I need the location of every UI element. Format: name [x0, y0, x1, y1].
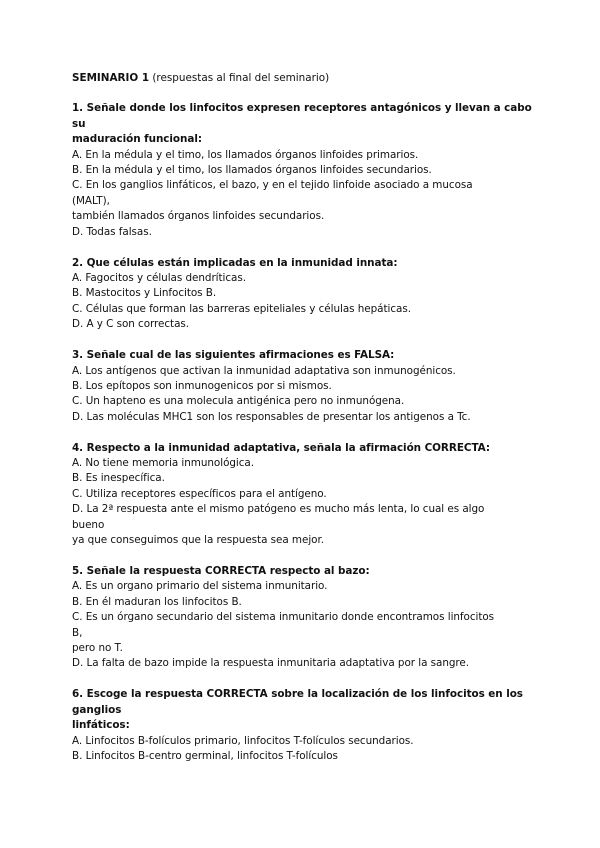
answer-option: B. Mastocitos y Linfocitos B. [72, 287, 217, 300]
answer-option: D. La 2ª respuesta ante el mismo patógeno es mucho más lenta, lo cual es algo [72, 503, 485, 516]
answer-option: C. Utiliza receptores específicos para el antígeno. [72, 487, 327, 500]
answer-option: B. Linfocitos B-centro germinal, linfocitos T-folículos [72, 749, 338, 762]
answer-option: A. Fagocitos y células dendríticas. [72, 271, 246, 284]
question-text: ganglios [72, 703, 122, 716]
answer-option: B. Es inespecífica. [72, 472, 165, 485]
answer-option: D. Todas falsas. [72, 225, 152, 238]
answer-option: A. Los antígenos que activan la inmunidad adaptativa son inmunogénicos. [72, 364, 456, 377]
answer-option: C. Es un órgano secundario del sistema inmunitario donde encontramos linfocitos [72, 611, 495, 624]
question-6 [72, 687, 532, 764]
answer-option: B. En él maduran los linfocitos B. [72, 595, 242, 608]
answer-option: B. En la médula y el timo, los llamados órganos linfoides secundarios. [72, 164, 432, 177]
question-1 [72, 101, 532, 240]
document-content [72, 71, 532, 780]
answer-option: A. Es un organo primario del sistema inmunitario. [72, 580, 328, 593]
answer-option: A. No tiene memoria inmunológica. [72, 457, 255, 470]
question-text: su [72, 117, 86, 130]
answer-option: también llamados órganos linfoides secundarios. [72, 210, 325, 223]
answer-option: D. Las moléculas MHC1 son los responsables de presentar los antigenos a Tc. [72, 410, 471, 423]
answer-option: C. Un hapteno es una molecula antigénica pero no inmunógena. [72, 395, 405, 408]
question-text: 5. Señale la respuesta CORRECTA respecto al bazo: [72, 564, 370, 577]
question-2 [72, 256, 532, 333]
question-4 [72, 441, 532, 549]
answer-option: pero no T. [72, 642, 123, 654]
answer-option: D. La falta de bazo impide la respuesta inmunitaria adaptativa por la sangre. [72, 657, 470, 670]
answer-option: bueno [72, 518, 105, 531]
question-text: maduración funcional: [72, 133, 202, 146]
question-text: 3. Señale cual de las siguientes afirmaciones es FALSA: [72, 349, 395, 362]
question-text: 2. Que células están implicadas en la inmunidad innata: [72, 256, 398, 269]
question-text: linfáticos: [72, 719, 130, 732]
question-3 [72, 348, 532, 425]
answer-option: C. En los ganglios linfáticos, el bazo, y en el tejido linfoide asociado a mucosa [72, 179, 473, 192]
question-5 [72, 564, 532, 672]
page-title [72, 71, 532, 86]
title-subtitle: (respuestas al final del seminario) [149, 72, 330, 84]
answer-option: D. A y C son correctas. [72, 318, 190, 331]
title-bold: SEMINARIO 1 [72, 72, 150, 84]
answer-option: B. Los epítopos son inmunogenicos por si mismos. [72, 379, 332, 392]
answer-option: A. Linfocitos B-folículos primario, linfocitos T-folículos secundarios. [72, 734, 414, 747]
answer-option: (MALT), [72, 194, 110, 207]
question-text: 6. Escoge la respuesta CORRECTA sobre la localización de los linfocitos en los [72, 688, 523, 701]
answer-option: A. En la médula y el timo, los llamados órganos linfoides primarios. [72, 148, 419, 161]
question-text: 4. Respecto a la inmunidad adaptativa, señala la afirmación CORRECTA: [72, 441, 490, 454]
answer-option: ya que conseguimos que la respuesta sea mejor. [72, 534, 324, 547]
question-text: 1. Señale donde los linfocitos expresen receptores antagónicos y llevan a cabo [72, 102, 532, 115]
answer-option: C. Células que forman las barreras epiteliales y células hepáticas. [72, 302, 411, 315]
answer-option: B, [72, 626, 83, 639]
